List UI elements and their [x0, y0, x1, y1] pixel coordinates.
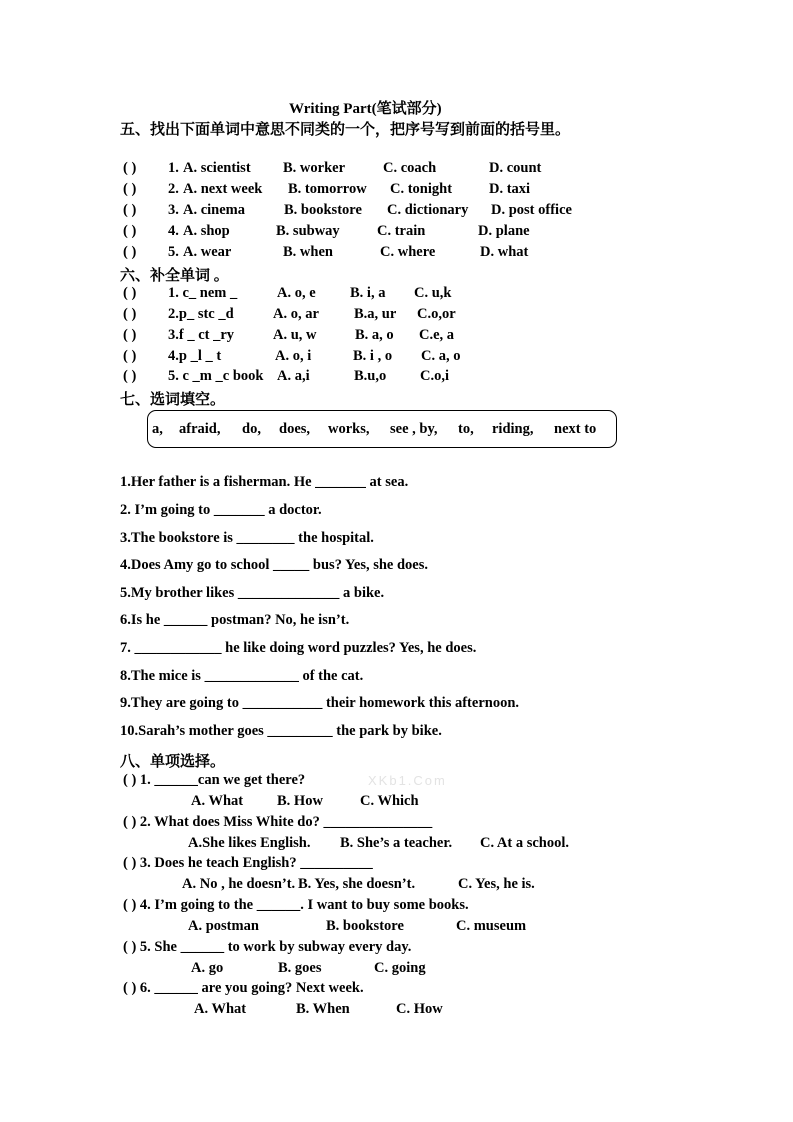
mc-option-c: C. going [374, 960, 426, 976]
mc-question: ( ) 2. What does Miss White do? _______________ [123, 814, 433, 830]
answer-bracket: ( ) [123, 202, 137, 218]
option-d: D. plane [478, 223, 530, 239]
mc-option-a: A. What [194, 1001, 247, 1017]
option-b: B. when [283, 244, 333, 260]
option-d: D. taxi [489, 181, 531, 197]
option-d: D. count [489, 160, 542, 176]
mc-option-b: B. How [277, 793, 323, 809]
option-a: A. next week [183, 181, 263, 197]
fill-in-sentence: 9.They are going to ___________ their homework this afternoon. [120, 695, 520, 711]
section7-heading: 七、选词填空。 [120, 392, 226, 408]
option-b: B.u,o [354, 368, 387, 384]
word-blank: 3.f _ ct _ry [168, 327, 235, 343]
word-blank: 1. c_ nem _ [168, 285, 238, 301]
fill-in-sentence: 2. I’m going to _______ a doctor. [120, 502, 322, 518]
mc-question: ( ) 3. Does he teach English? __________ [123, 855, 373, 871]
mc-option-b: B. bookstore [326, 918, 404, 934]
mc-option-a: A. What [191, 793, 244, 809]
mc-option-a: A. go [191, 960, 224, 976]
mc-option-c: C. museum [456, 918, 527, 934]
word-bank-item: does, [279, 421, 311, 437]
mc-option-c: C. At a school. [480, 835, 570, 851]
word-blank: 2.p_ stc _d [168, 306, 234, 322]
mc-option-b: B. goes [278, 960, 322, 976]
option-c: C. u,k [414, 285, 452, 301]
word-bank-item: do, [242, 421, 261, 437]
fill-in-sentence: 1.Her father is a fisherman. He _______ at sea. [120, 474, 409, 490]
question-number: 3. [168, 202, 179, 218]
question-number: 2. [168, 181, 179, 197]
fill-in-sentence: 10.Sarah’s mother goes _________ the park by bike. [120, 723, 442, 739]
option-d: D. post office [491, 202, 572, 218]
option-b: B. i , o [353, 348, 393, 364]
mc-option-b: B. Yes, she doesn’t. [298, 876, 416, 892]
option-a: A. o, e [277, 285, 316, 301]
option-c: C.e, a [419, 327, 455, 343]
option-c: C. tonight [390, 181, 453, 197]
answer-bracket: ( ) [123, 160, 137, 176]
word-bank-item: works, [328, 421, 370, 437]
answer-bracket: ( ) [123, 327, 137, 343]
section5-heading: 五、找出下面单词中意思不同类的一个，把序号写到前面的括号里。 [120, 122, 571, 138]
option-c: C. coach [383, 160, 437, 176]
option-a: A. scientist [183, 160, 251, 176]
fill-in-sentence: 8.The mice is _____________ of the cat. [120, 668, 364, 684]
mc-option-a: A. No , he doesn’t. [182, 876, 296, 892]
option-b: B. subway [276, 223, 340, 239]
question-number: 5. [168, 244, 179, 260]
answer-bracket: ( ) [123, 181, 137, 197]
word-bank-item: to, [458, 421, 474, 437]
option-d: D. what [480, 244, 529, 260]
option-a: A. o, ar [273, 306, 319, 322]
option-a: A. u, w [273, 327, 317, 343]
option-a: A. a,i [277, 368, 310, 384]
section6-heading: 六、补全单词 。 [120, 268, 229, 284]
option-b: B. i, a [350, 285, 386, 301]
word-bank-item: afraid, [179, 421, 221, 437]
word-blank: 4.p _l _ t [168, 348, 222, 364]
option-b: B. worker [283, 160, 346, 176]
mc-option-c: C. Yes, he is. [458, 876, 535, 892]
mc-question: ( ) 4. I’m going to the ______. I want to buy some books. [123, 897, 469, 913]
fill-in-sentence: 7. ____________ he like doing word puzzles? Yes, he does. [120, 640, 477, 656]
answer-bracket: ( ) [123, 285, 137, 301]
mc-option-c: C. How [396, 1001, 443, 1017]
fill-in-sentence: 5.My brother likes ______________ a bike. [120, 585, 385, 601]
question-number: 1. [168, 160, 179, 176]
word-blank: 5. c _m _c book [168, 368, 264, 384]
option-a: A. wear [183, 244, 232, 260]
mc-option-b: B. When [296, 1001, 350, 1017]
answer-bracket: ( ) [123, 306, 137, 322]
question-number: 4. [168, 223, 179, 239]
option-c: C. dictionary [387, 202, 469, 218]
mc-option-a: A. postman [188, 918, 259, 934]
word-bank-box [147, 410, 617, 448]
fill-in-sentence: 6.Is he ______ postman? No, he isn’t. [120, 612, 350, 628]
option-b: B. a, o [355, 327, 394, 343]
word-bank-item: next to [554, 421, 597, 437]
mc-question: ( ) 5. She ______ to work by subway every day. [123, 939, 412, 955]
word-bank-item: riding, [492, 421, 534, 437]
section8-heading: 八、单项选择。 [120, 754, 226, 770]
page-title: Writing Part(笔试部分) [289, 101, 442, 117]
mc-option-a: A.She likes English. [188, 835, 311, 851]
option-c: C. train [377, 223, 426, 239]
option-b: B. bookstore [284, 202, 362, 218]
option-a: A. shop [183, 223, 230, 239]
option-a: A. cinema [183, 202, 246, 218]
answer-bracket: ( ) [123, 368, 137, 384]
option-b: B.a, ur [354, 306, 397, 322]
option-b: B. tomorrow [288, 181, 367, 197]
option-c: C. a, o [421, 348, 461, 364]
option-c: C. where [380, 244, 436, 260]
fill-in-sentence: 4.Does Amy go to school _____ bus? Yes, she does. [120, 557, 429, 573]
mc-option-b: B. She’s a teacher. [340, 835, 453, 851]
answer-bracket: ( ) [123, 223, 137, 239]
mc-option-c: C. Which [360, 793, 419, 809]
answer-bracket: ( ) [123, 348, 137, 364]
watermark-text: XKb1.Com [368, 773, 447, 788]
option-c: C.o,i [420, 368, 449, 384]
option-c: C.o,or [417, 306, 456, 322]
fill-in-sentence: 3.The bookstore is ________ the hospital. [120, 530, 374, 546]
word-bank-item: see , by, [390, 421, 438, 437]
option-a: A. o, i [275, 348, 312, 364]
mc-question: ( ) 6. ______ are you going? Next week. [123, 980, 364, 996]
answer-bracket: ( ) [123, 244, 137, 260]
mc-question: ( ) 1. ______can we get there? [123, 772, 306, 788]
word-bank-item: a, [152, 421, 163, 437]
